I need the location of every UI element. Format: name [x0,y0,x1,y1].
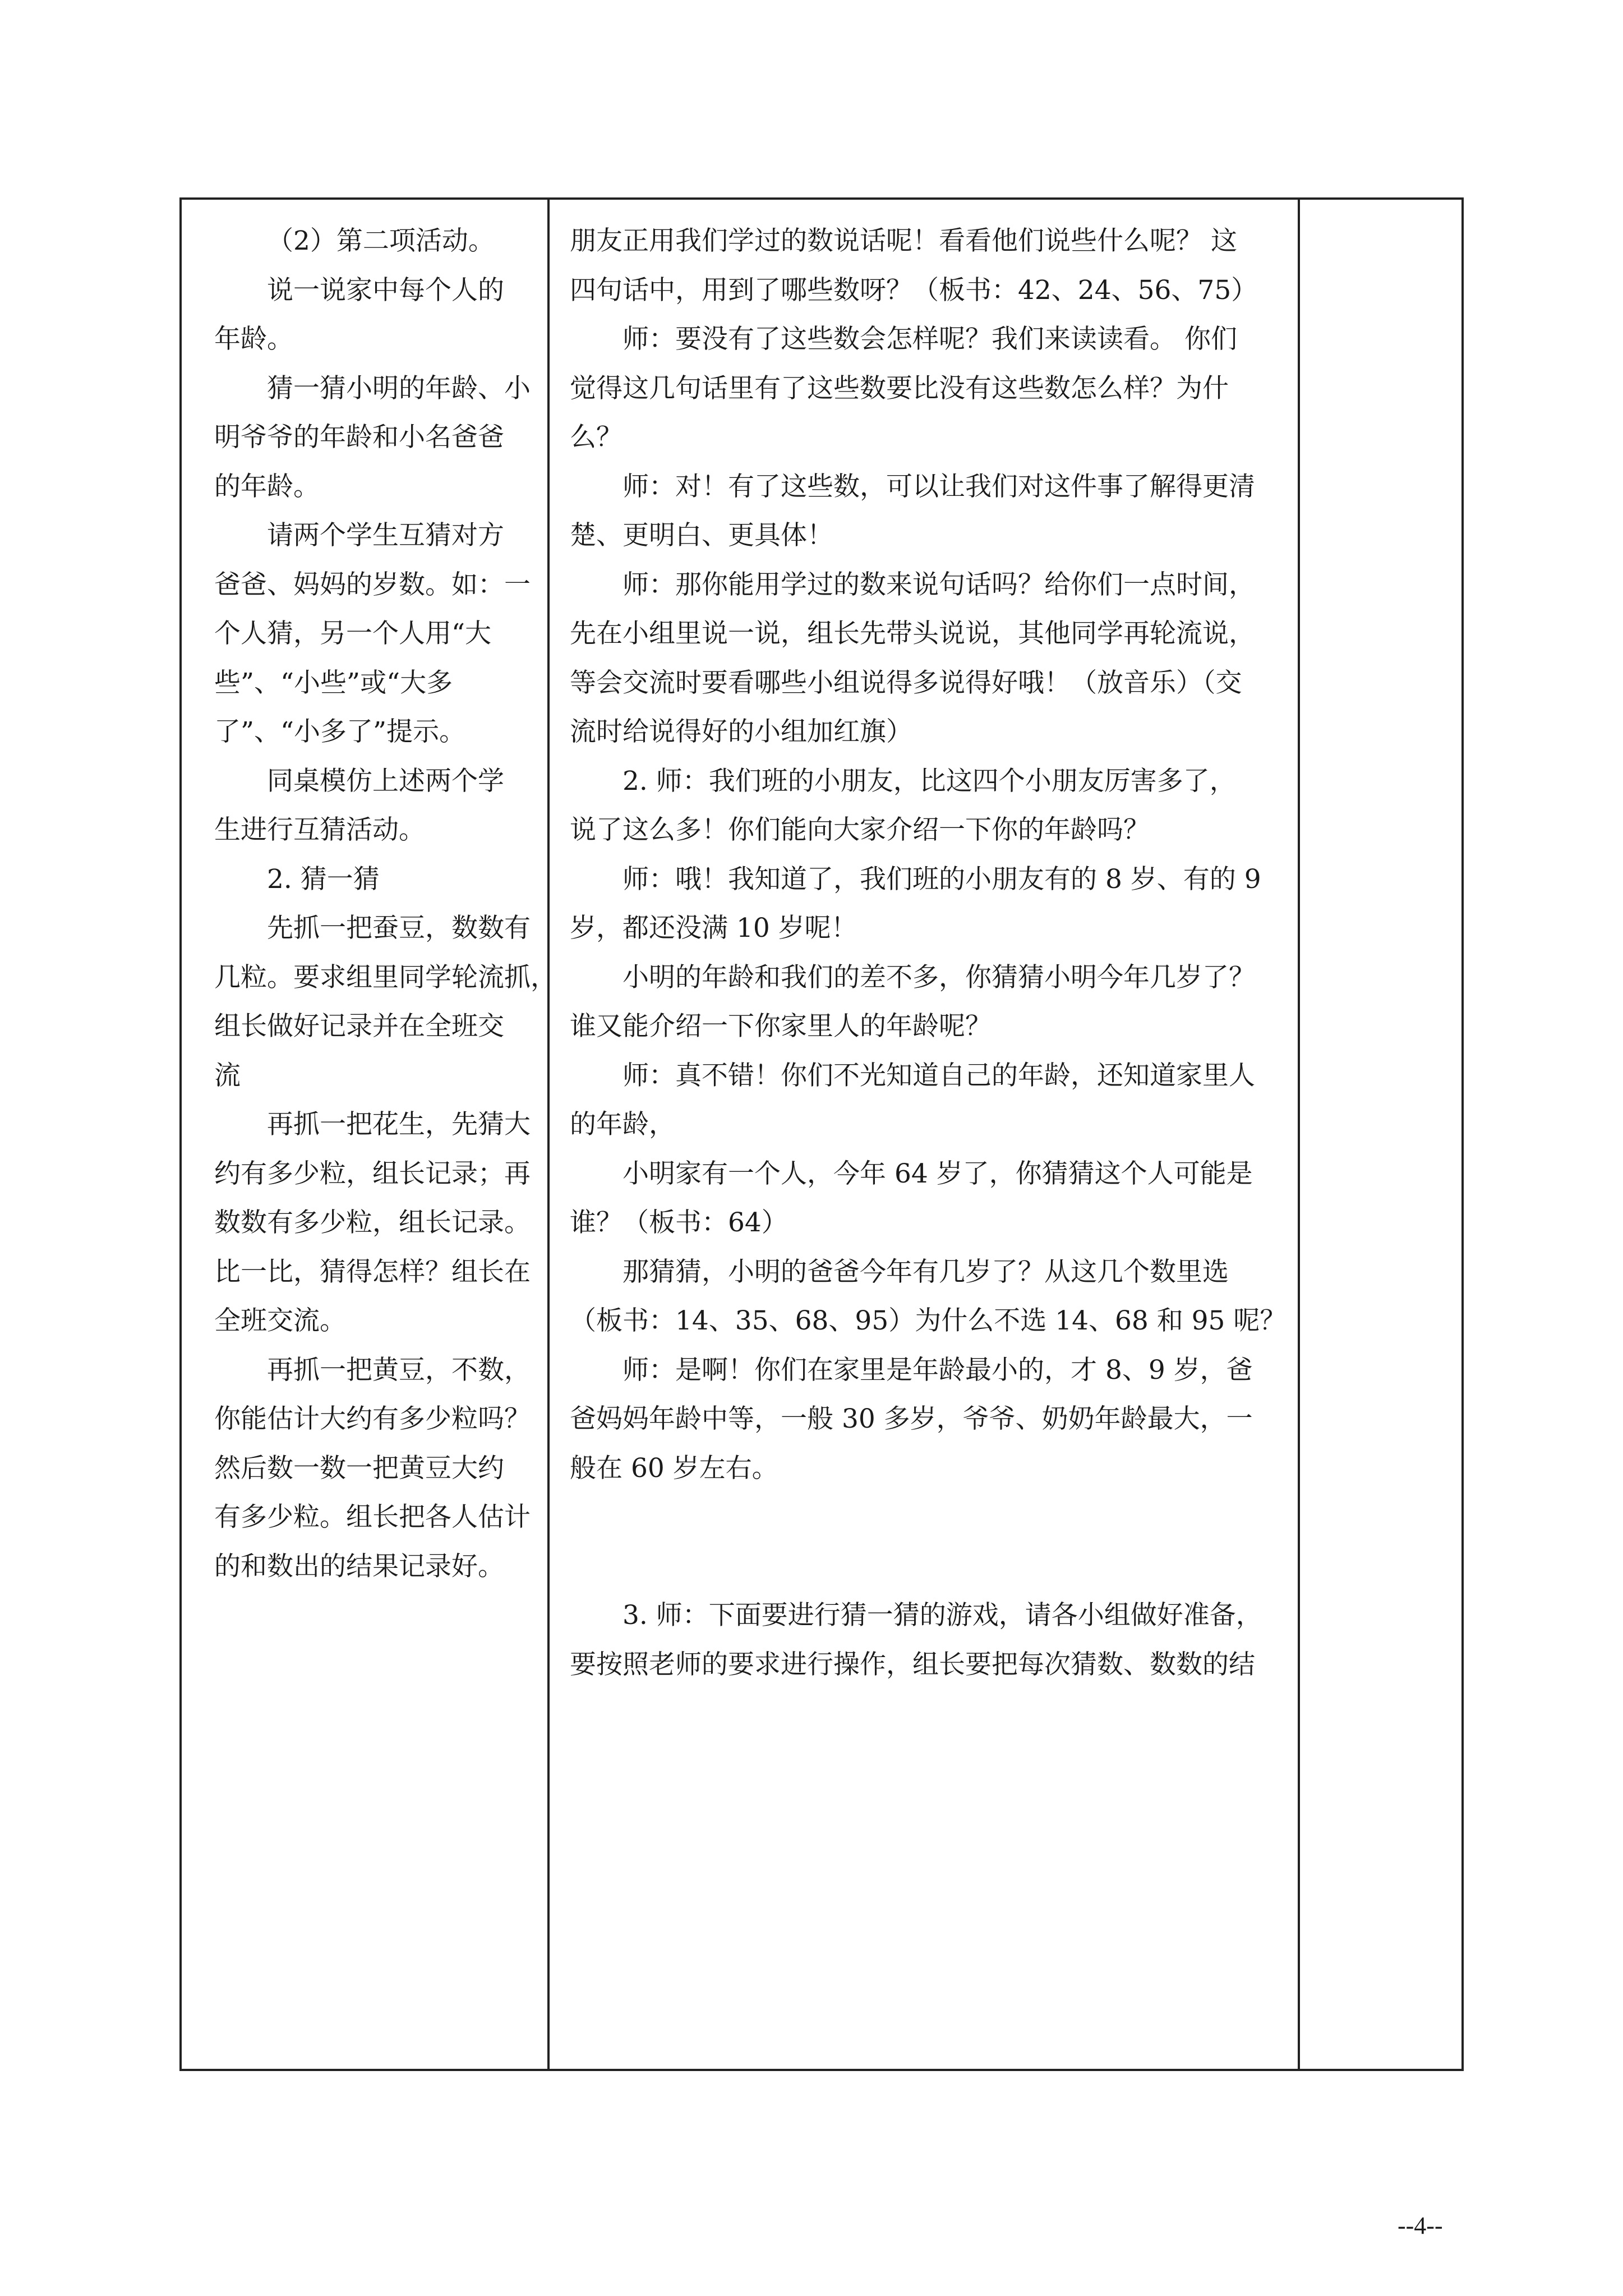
text-line: 几粒。要求组里同学轮流抓， [214,961,557,993]
text-line: 同桌模仿上述两个学 [267,765,504,797]
text-line: 小明家有一个人，今年 64 岁了，你猜猜这个人可能是 [623,1158,1253,1189]
text-line: 师：真不错！你们不光知道自己的年龄，还知道家里人 [623,1060,1255,1091]
text-line: 爸妈妈年龄中等，一般 30 多岁，爷爷、奶奶年龄最大，一 [570,1404,1253,1434]
text-line: 楚、更明白、更具体！ [570,520,833,551]
text-line: 等会交流时要看哪些小组说得多说得好哦！（放音乐）（交 [570,667,1242,698]
text-line: 生进行互猜活动。 [214,815,425,845]
text-line: 谁？（板书：64） [570,1207,788,1238]
text-line: 约有多少粒，组长记录；再 [214,1158,531,1189]
text-line: 的年龄， [570,1109,675,1140]
text-line: 说一说家中每个人的 [267,274,504,306]
text-line: 组长做好记录并在全班交 [214,1011,504,1042]
text-line: 么？ [570,422,623,453]
notes-cell [1300,200,1461,2069]
text-line: 明爷爷的年龄和小名爸爸 [214,422,504,453]
text-line: 再抓一把黄豆，不数， [267,1354,531,1386]
text-line: （2）第二项活动。 [267,226,495,256]
text-line: 年龄。 [214,324,293,355]
text-line: 小明的年龄和我们的差不多，你猜猜小明今年几岁了？ [623,961,1255,993]
blank-line [570,1493,1294,1591]
text-line: 师：对！有了这些数，可以让我们对这件事了解得更清 [623,471,1255,502]
student-activity-cell [182,200,557,2069]
text-line: 谁又能介绍一下你家里人的年龄呢？ [570,1011,992,1042]
text-line: 个人猜，另一个人用“大 [214,618,492,649]
text-line: 流时给说得好的小组加红旗） [570,716,912,747]
text-line: 流 [214,1060,241,1091]
text-line: 数数有多少粒，组长记录。 [214,1207,531,1238]
text-line: 四句话中，用到了哪些数呀？（板书：42、24、56、75） [570,274,1258,306]
text-line: 爸爸、妈妈的岁数。如：一 [214,569,531,600]
text-line: 师：那你能用学过的数来说句话吗？给你们一点时间， [623,569,1255,600]
text-line: 般在 60 岁左右。 [570,1452,778,1484]
text-line: 全班交流。 [214,1305,346,1336]
text-line: 再抓一把花生，先猜大 [267,1109,531,1140]
text-line: （板书：14、35、68、95）为什么不选 14、68 和 95 呢？ [570,1305,1287,1336]
text-line: 猜一猜小明的年龄、小 [267,372,531,404]
text-line: 你能估计大约有多少粒吗？ [214,1404,531,1434]
text-line: 先抓一把蚕豆，数数有 [267,913,531,944]
page-number: --4-- [1398,2212,1443,2239]
text-line: 师：要没有了这些数会怎样呢？我们来读读看。 你们 [623,324,1237,355]
lesson-table [179,197,1464,2071]
text-line: 岁，都还没满 10 岁呢！ [570,913,857,944]
text-line: 要按照老师的要求进行操作，组长要把每次猜数、数数的结 [570,1649,1255,1680]
text-line: 然后数一数一把黄豆大约 [214,1452,504,1484]
text-line: 2. 猜一猜 [267,863,380,895]
text-line: 的年龄。 [214,471,320,502]
text-line: 师：是啊！你们在家里是年龄最小的，才 8、9 岁，爸 [623,1354,1253,1386]
text-line: 2. 师：我们班的小朋友，比这四个小朋友厉害多了， [623,765,1236,797]
text-line: 的和数出的结果记录好。 [214,1550,504,1582]
text-line: 请两个学生互猜对方 [267,520,504,551]
text-line: 觉得这几句话里有了这些数要比没有这些数怎么样？为什 [570,372,1229,404]
text-line: 朋友正用我们学过的数说话呢！看看他们说些什么呢？ 这 [570,226,1237,256]
text-line: 师：哦！我知道了，我们班的小朋友有的 8 岁、有的 9 [623,863,1261,895]
text-line: 有多少粒。组长把各人估计 [214,1502,531,1533]
text-line: 3. 师：下面要进行猜一猜的游戏，请各小组做好准备， [623,1600,1262,1631]
teacher-activity-cell [550,200,1298,2069]
text-line: 了”、“小多了”提示。 [214,716,466,747]
text-line: 说了这么多！你们能向大家介绍一下你的年龄吗？ [570,815,1150,845]
text-line: 比一比，猜得怎样？组长在 [214,1256,531,1287]
text-line: 那猜猜，小明的爸爸今年有几岁了？从这几个数里选 [623,1256,1229,1287]
text-line: 先在小组里说一说，组长先带头说说，其他同学再轮流说， [570,618,1255,649]
text-line: 些”、“小些”或“大多 [214,667,453,698]
